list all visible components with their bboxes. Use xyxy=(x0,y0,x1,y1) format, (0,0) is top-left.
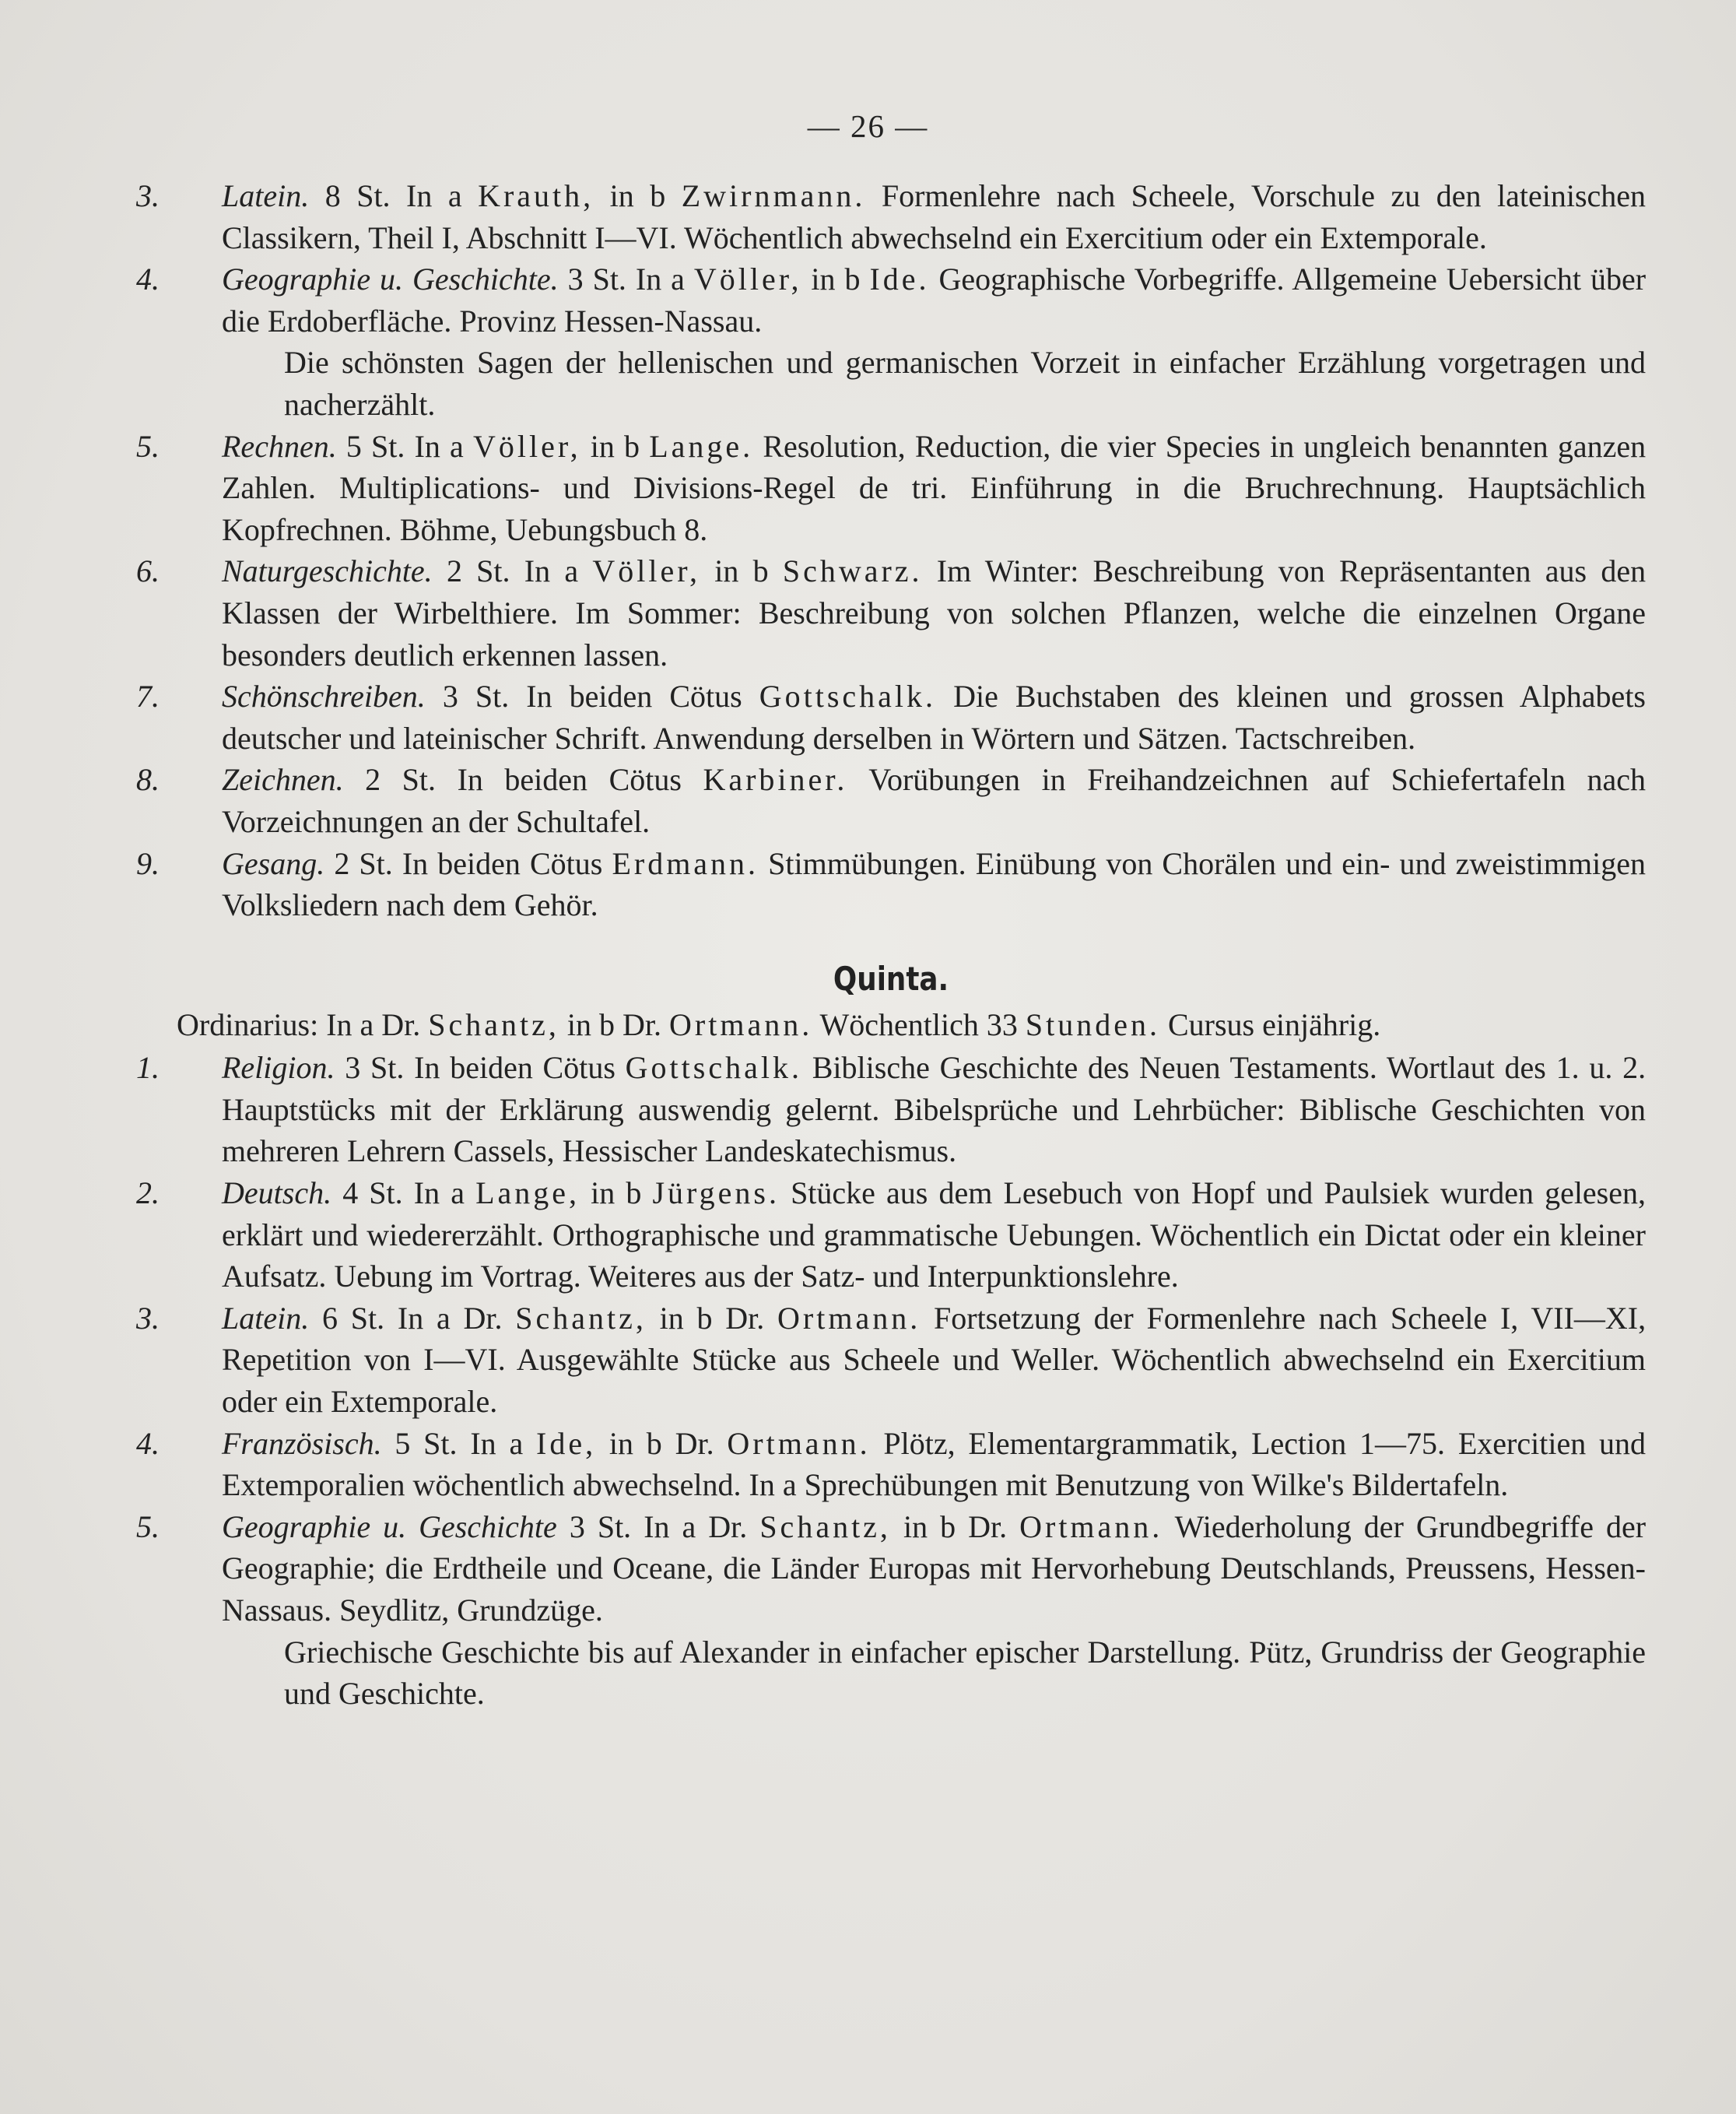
teacher-a: Krauth, xyxy=(478,178,594,213)
subject-name: Religion. xyxy=(222,1050,335,1086)
subject-name: Geographie u. Geschichte xyxy=(222,1508,557,1544)
hours: 3 St. xyxy=(567,262,626,297)
ordinarius-hours: Stunden. xyxy=(1025,1006,1160,1042)
entry-number: 4. xyxy=(136,262,160,297)
entry-number: 3. xyxy=(136,1300,160,1336)
subject-entry-geographie xyxy=(136,258,1646,425)
entry-text: Resolution, Reduction, die vier Species in ungleich benannten ganzen Zahlen. Multiplications- und Divisions-Regel de tri. Einführung in die Bruchrechnung. Hauptsächlich Kopfrechnen. Böhme, Uebungsbuch 8. xyxy=(222,428,1647,547)
teacher-mid: in b xyxy=(714,553,769,589)
teacher-prefix: In a xyxy=(470,1425,524,1461)
subject-entry-naturgeschichte xyxy=(136,550,1646,676)
teacher-mid: in b Dr. xyxy=(659,1300,765,1336)
teacher-prefix: In a xyxy=(414,428,464,464)
entry-number: 3. xyxy=(136,178,160,213)
subject-entry-latein-quinta xyxy=(136,1298,1646,1423)
subject-entry-zeichnen xyxy=(136,759,1646,842)
teacher-b: Ide. xyxy=(869,262,930,297)
entry-text-paragraph: Die schönsten Sagen der hellenischen und germanischen Vorzeit in einfacher Erzählung vorgetragen und nacherzählt. xyxy=(284,345,1646,422)
entry-number: 5. xyxy=(136,428,160,464)
teacher-prefix: In beiden Cötus xyxy=(526,679,742,715)
subject-name: Gesang. xyxy=(222,845,325,881)
ordinarius-b: Ortmann. xyxy=(669,1006,813,1042)
hours: 3 St. xyxy=(442,679,510,715)
teacher-a: Lange, xyxy=(475,1175,580,1211)
teacher-a: Völler, xyxy=(693,262,802,297)
teacher-prefix: In a xyxy=(635,262,685,297)
entry-text: Formenlehre nach Scheele, Vorschule zu den lateinischen Classikern, Theil I, Abschnitt I—VI. Wöchentlich abwechselnd ein Exercitium oder ein Extemporale. xyxy=(222,178,1647,255)
subject-entry-gesang xyxy=(136,843,1646,926)
section-heading-quinta: Quinta. xyxy=(833,959,949,998)
hours: 8 St. xyxy=(324,178,391,213)
page-content xyxy=(136,175,1646,1715)
entry-number: 5. xyxy=(136,1508,160,1544)
subject-name: Geographie u. Geschichte. xyxy=(222,262,559,297)
teacher-a: Schantz, xyxy=(515,1300,647,1336)
teacher-prefix: In a xyxy=(413,1175,465,1211)
teacher-a: Erdmann. xyxy=(612,845,759,881)
entry-text: Stücke aus dem Lesebuch von Hopf und Paulsiek wurden gelesen, erklärt und wiedererzählt. Orthographische und grammatische Uebungen. Wöchentlich ein Dictat oder ein kleiner Aufsatz. Uebung im Vortrag. Weiteres aus der Satz- und Interpunktionslehre. xyxy=(222,1175,1647,1294)
teacher-mid: in b xyxy=(609,178,666,213)
subject-name: Schönschreiben. xyxy=(222,679,426,715)
entry-text: Wiederholung der Grundbegriffe der Geographie; die Erdtheile und Oceane, die Länder Europas mit Hervorhebung Deutschlands, Preussens, Hessen-Nassaus. Seydlitz, Grundzüge. xyxy=(222,1508,1647,1628)
teacher-prefix: In beiden Cötus xyxy=(414,1050,615,1086)
teacher-a: Gottschalk. xyxy=(759,679,937,715)
hours: 5 St. xyxy=(345,428,405,464)
entry-text: Die Buchstaben des kleinen und grossen Alphabets deutscher und lateinischer Schrift. Anwendung derselben in Wörtern und Sätzen. Tactschreiben. xyxy=(222,679,1646,756)
entry-text: Fortsetzung der Formenlehre nach Scheele I, VII—XI, Repetition von I—VI. Ausgewählte Stücke aus Scheele und Weller. Wöchentlich abwechselnd ein Exercitium oder ein Extemporale. xyxy=(222,1300,1647,1420)
teacher-b: Ortmann. xyxy=(777,1300,921,1336)
teacher-b: Ortmann. xyxy=(1019,1508,1163,1544)
entry-number: 4. xyxy=(136,1425,160,1461)
entry-text-paragraph: Griechische Geschichte bis auf Alexander in einfacher epischer Darstellung. Pütz, Grundriss der Geographie und Geschichte. xyxy=(284,1634,1646,1712)
teacher-prefix: In beiden Cötus xyxy=(402,845,603,881)
teacher-prefix: In a Dr. xyxy=(644,1508,748,1544)
hours: 2 St. xyxy=(365,762,437,798)
subject-entry-religion xyxy=(136,1047,1646,1172)
teacher-b: Ortmann. xyxy=(727,1425,871,1461)
ordinarius-label: Ordinarius: xyxy=(177,1006,319,1042)
ordinarius-line xyxy=(136,1004,1646,1046)
ordinarius-a: Schantz, xyxy=(428,1006,559,1042)
teacher-prefix: In a xyxy=(406,178,462,213)
teacher-a: Gottschalk. xyxy=(625,1050,802,1086)
entry-number: 1. xyxy=(136,1050,160,1086)
hours: 3 St. xyxy=(569,1508,632,1544)
ordinarius-weekly: Wöchentlich 33 xyxy=(819,1006,1018,1042)
subject-entry-rechnen xyxy=(136,426,1646,551)
entry-text: Biblische Geschichte des Neuen Testaments. Wortlaut des 1. u. 2. Hauptstücks mit der Erklärung auswendig gelernt. Bibelsprüche und Lehrbücher: Biblische Geschichten von mehreren Lehrern Cassels, Hessischer Landeskatechismus. xyxy=(222,1050,1647,1169)
subject-name: Rechnen. xyxy=(222,428,337,464)
teacher-mid: in b xyxy=(590,428,640,464)
teacher-prefix: In beiden Cötus xyxy=(457,762,682,798)
page-number: — 26 — xyxy=(807,108,929,144)
ordinarius-b-prefix: in b Dr. xyxy=(566,1006,662,1042)
subject-name: Deutsch. xyxy=(222,1175,332,1211)
hours: 4 St. xyxy=(342,1175,403,1211)
ordinarius-course: Cursus einjährig. xyxy=(1167,1006,1381,1042)
teacher-mid: in b Dr. xyxy=(903,1508,1008,1544)
ordinarius-a-prefix: In a Dr. xyxy=(326,1006,421,1042)
teacher-a: Ide, xyxy=(536,1425,597,1461)
teacher-a: Karbiner. xyxy=(703,762,848,798)
entry-text: Stimmübungen. Einübung von Chorälen und ein- und zweistimmigen Volksliedern nach dem Gehör. xyxy=(222,845,1647,923)
subject-entry-schoenschreiben xyxy=(136,676,1646,759)
hours: 2 St. xyxy=(446,553,510,589)
subject-entry-latein xyxy=(136,175,1646,258)
hours: 5 St. xyxy=(395,1425,458,1461)
entry-text: Geographische Vorbegriffe. Allgemeine Uebersicht über die Erdoberfläche. Provinz Hessen-Nassau. xyxy=(222,262,1647,339)
teacher-a: Schantz, xyxy=(759,1508,891,1544)
subject-name: Naturgeschichte. xyxy=(222,553,433,589)
entry-text: Plötz, Elementargrammatik, Lection 1—75. Exercitien und Extemporalien wöchentlich abwechselnd. In a Sprechübungen mit Benutzung von Wilke's Bildertafeln. xyxy=(222,1425,1646,1503)
entry-number: 8. xyxy=(136,762,160,798)
entry-number: 9. xyxy=(136,845,160,881)
subject-name: Latein. xyxy=(222,1300,310,1336)
teacher-a: Völler, xyxy=(472,428,581,464)
teacher-prefix: In a Dr. xyxy=(397,1300,503,1336)
subject-name: Französisch. xyxy=(222,1425,382,1461)
teacher-b: Schwarz. xyxy=(782,553,923,589)
subject-entry-geographie-quinta xyxy=(136,1506,1646,1715)
subject-name: Zeichnen. xyxy=(222,762,344,798)
teacher-mid: in b xyxy=(811,262,861,297)
teacher-b: Lange. xyxy=(649,428,754,464)
subject-name: Latein. xyxy=(222,178,310,213)
hours: 3 St. xyxy=(345,1050,405,1086)
entry-number: 7. xyxy=(136,679,160,715)
teacher-mid: in b Dr. xyxy=(608,1425,714,1461)
teacher-prefix: In a xyxy=(524,553,579,589)
teacher-a: Völler, xyxy=(592,553,700,589)
entry-text: Im Winter: Beschreibung von Repräsentanten aus den Klassen der Wirbelthiere. Im Sommer: Beschreibung von solchen Pflanzen, welche die einzelnen Organe besonders deutlich erkennen lassen. xyxy=(222,553,1647,672)
hours: 2 St. xyxy=(334,845,393,881)
subject-entry-franzoesisch xyxy=(136,1423,1646,1506)
teacher-mid: in b xyxy=(591,1175,642,1211)
entry-number: 6. xyxy=(136,553,160,589)
teacher-b: Zwirnmann. xyxy=(681,178,866,213)
hours: 6 St. xyxy=(322,1300,385,1336)
entry-text: Vorübungen in Freihandzeichnen auf Schiefertafeln nach Vorzeichnungen an der Schultafel. xyxy=(222,762,1647,839)
teacher-b: Jürgens. xyxy=(652,1175,780,1211)
entry-number: 2. xyxy=(136,1175,160,1211)
subject-entry-deutsch xyxy=(136,1172,1646,1298)
